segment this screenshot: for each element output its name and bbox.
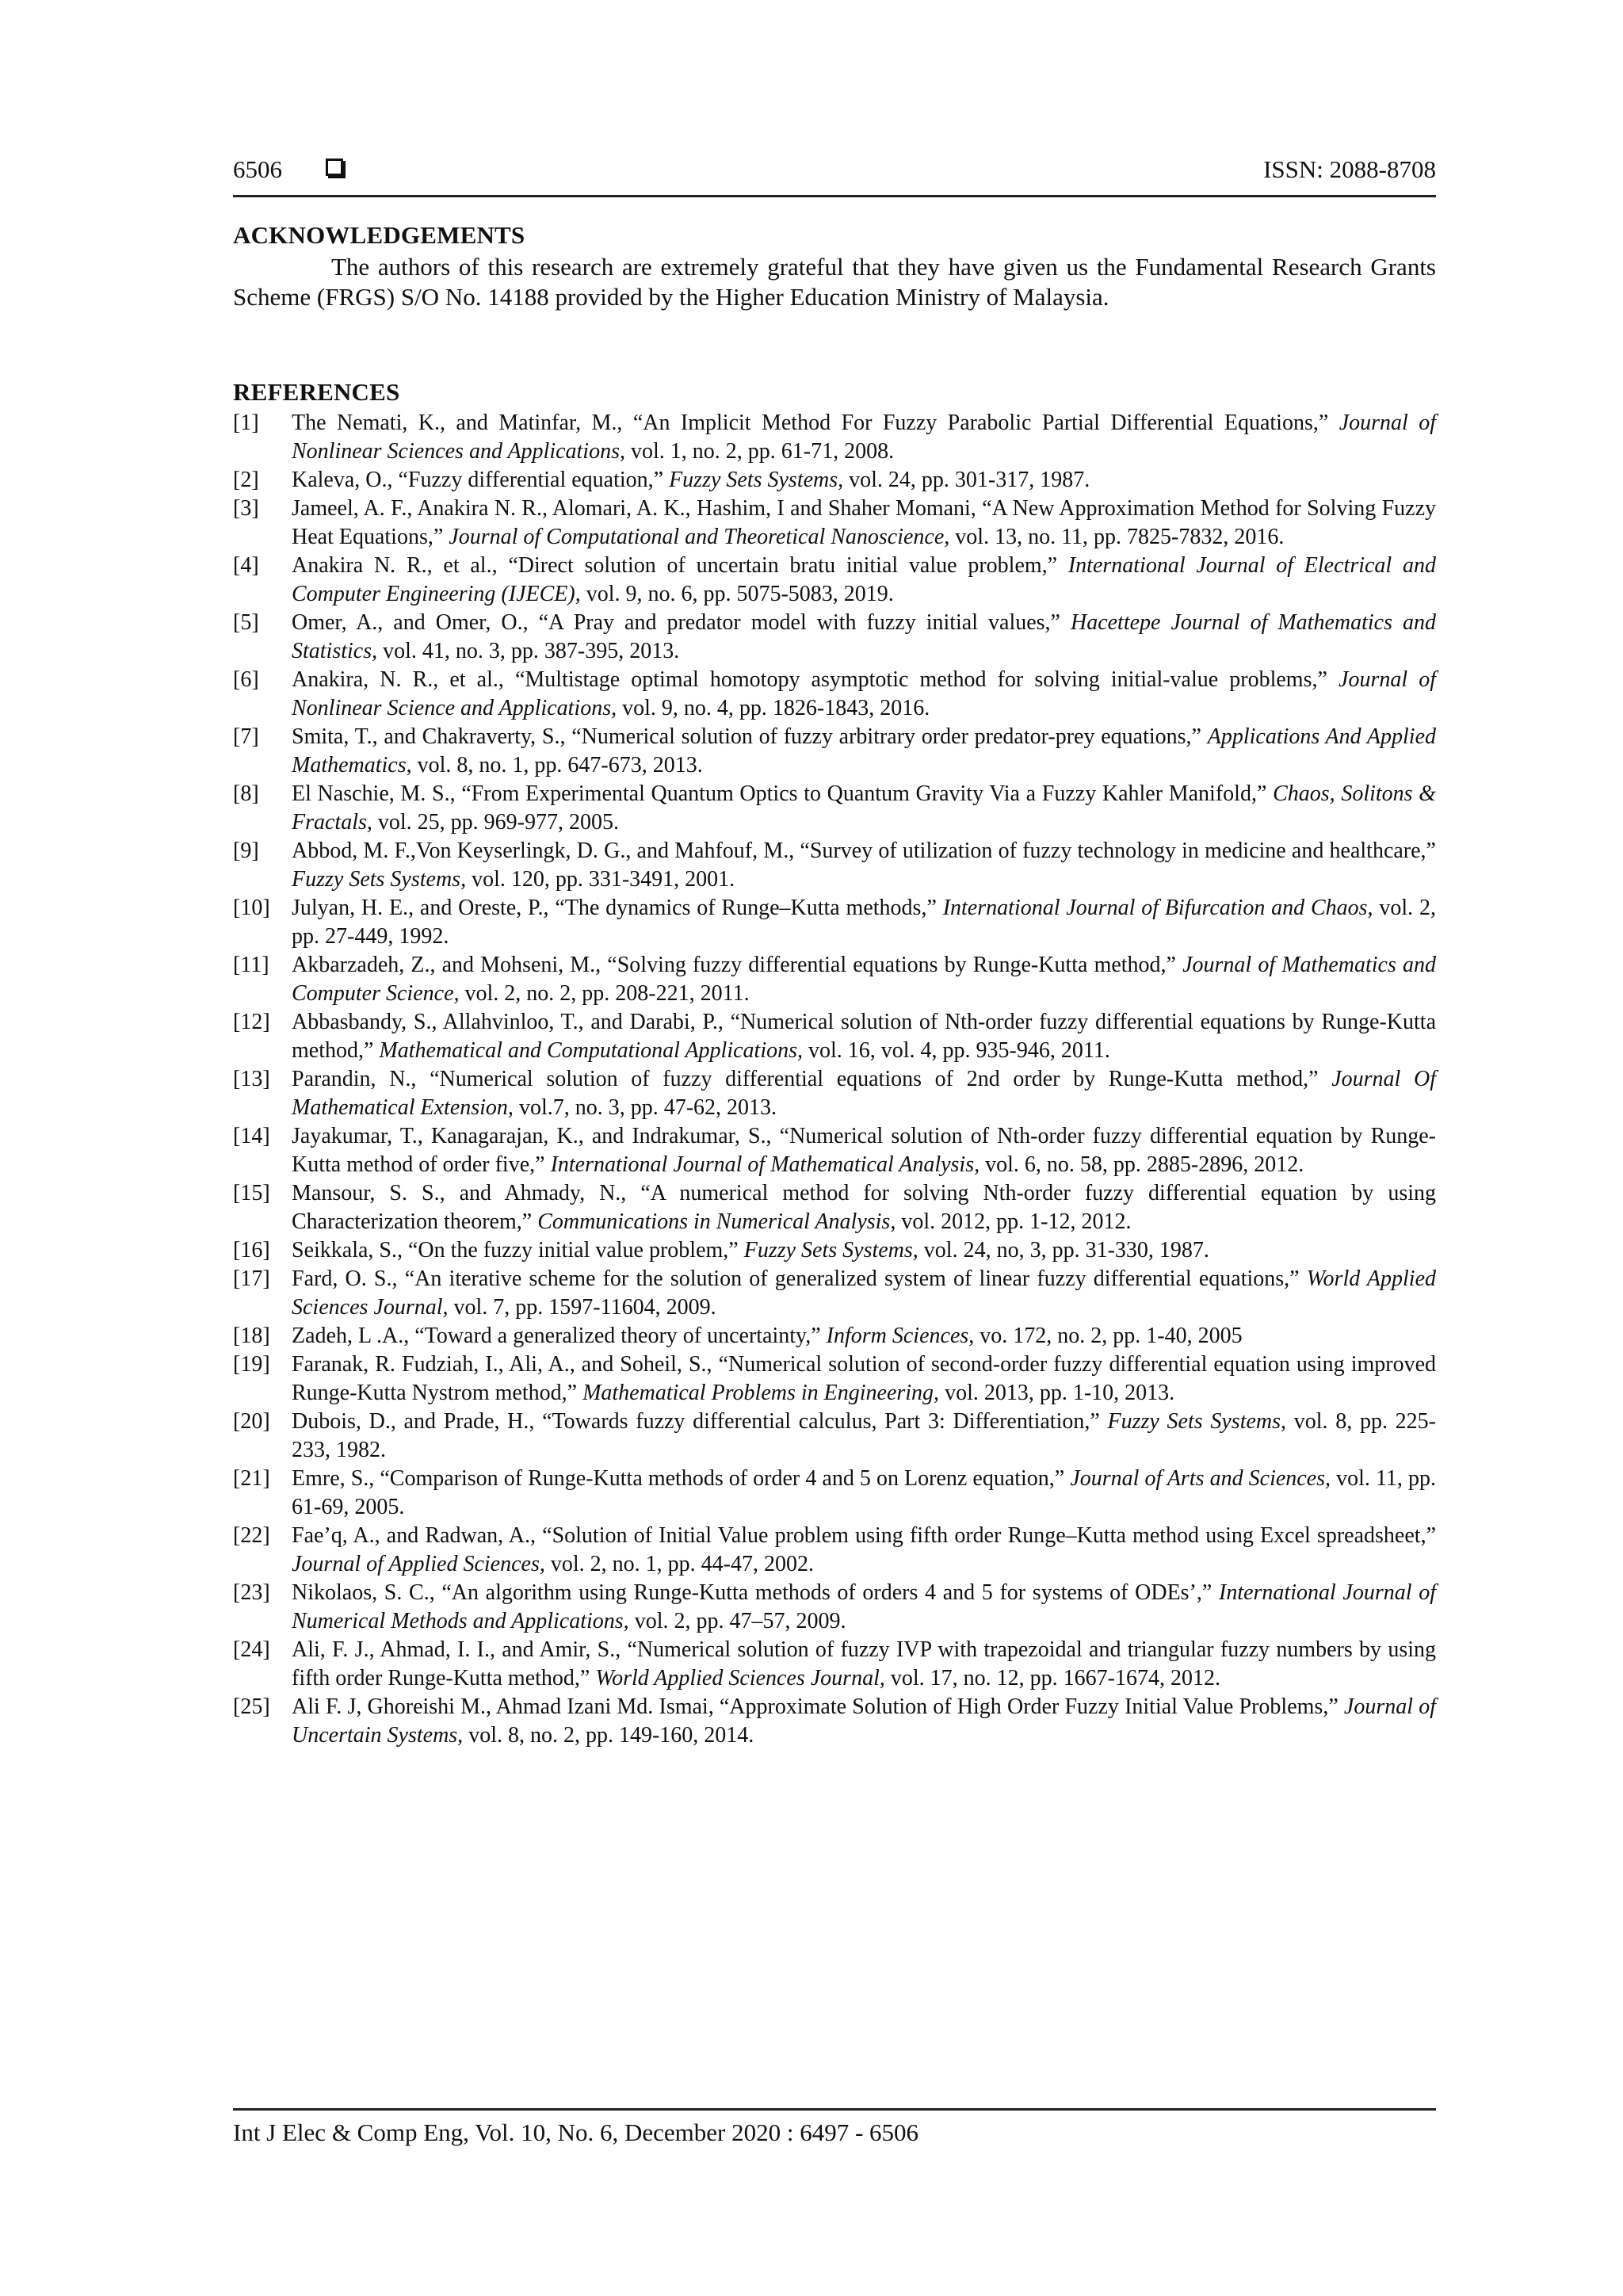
reference-journal: Hacettepe Journal of Mathematics and Statistics, <box>292 610 1436 663</box>
reference-text <box>292 1324 1243 1348</box>
reference-number: [8] <box>233 781 259 806</box>
reference-journal: Journal of Uncertain Systems, <box>292 1694 1436 1748</box>
reference-item <box>233 780 1436 837</box>
reference-item <box>233 1579 1436 1636</box>
reference-journal: Fuzzy Sets Systems, <box>669 468 844 492</box>
reference-text <box>292 1637 1436 1690</box>
reference-text <box>292 1409 1436 1462</box>
reference-text <box>292 1580 1436 1633</box>
reference-details: vol. 8, no. 2, pp. 149-160, 2014. <box>463 1723 754 1748</box>
reference-text <box>292 1694 1436 1748</box>
reference-authors-title: Anakira, N. R., et al., “Multistage optimal homotopy asymptotic method for solving initial-value problems,” <box>292 667 1339 692</box>
reference-number: [15] <box>233 1181 270 1205</box>
reference-item <box>233 894 1436 951</box>
reference-item <box>233 1122 1436 1179</box>
reference-text <box>292 839 1436 892</box>
reference-number: [13] <box>233 1067 270 1091</box>
reference-number: [6] <box>233 667 259 692</box>
reference-authors-title: Smita, T., and Chakraverty, S., “Numerical solution of fuzzy arbitrary order predator-prey equations,” <box>292 724 1208 749</box>
reference-details: vol. 7, pp. 1597-11604, 2009. <box>448 1295 716 1320</box>
reference-number: [7] <box>233 724 259 749</box>
reference-authors-title: Abbod, M. F.,Von Keyserlingk, D. G., and Mahfouf, M., “Survey of utilization of fuzzy technology in medicine and healthcare,” <box>292 839 1436 863</box>
reference-journal: Communications in Numerical Analysis, <box>537 1209 896 1234</box>
reference-text <box>292 1466 1436 1519</box>
reference-text <box>292 1181 1436 1234</box>
reference-authors-title: Emre, S., “Comparison of Runge-Kutta methods of order 4 and 5 on Lorenz equation,” <box>292 1466 1071 1491</box>
reference-item <box>233 1693 1436 1750</box>
reference-details: vol.7, no. 3, pp. 47-62, 2013. <box>513 1095 777 1120</box>
reference-details: vol. 16, vol. 4, pp. 935-946, 2011. <box>803 1038 1110 1063</box>
reference-number: [21] <box>233 1466 270 1491</box>
reference-details: vol. 41, no. 3, pp. 387-395, 2013. <box>377 639 680 663</box>
reference-details: vol. 1, no. 2, pp. 61-71, 2008. <box>624 439 895 464</box>
acknowledgements-text: The authors of this research are extremely grateful that they have given us the Fundamental Research Grants Scheme (FRGS) S/O No. 14188 provided by the Higher Education Ministry of Malaysia. <box>233 253 1436 311</box>
reference-item <box>233 1408 1436 1465</box>
reference-authors-title: Julyan, H. E., and Oreste, P., “The dynamics of Runge–Kutta methods,” <box>292 896 943 920</box>
reference-details: vol. 9, no. 6, pp. 5075-5083, 2019. <box>580 582 894 606</box>
reference-number: [11] <box>233 953 269 977</box>
reference-journal: Inform Sciences, <box>826 1324 975 1348</box>
reference-item <box>233 1236 1436 1265</box>
reference-text <box>292 496 1436 549</box>
reference-details: vol. 17, no. 12, pp. 1667-1674, 2012. <box>884 1666 1220 1690</box>
reference-item <box>233 951 1436 1008</box>
reference-details: vol. 9, no. 4, pp. 1826-1843, 2016. <box>617 696 930 720</box>
reference-number: [18] <box>233 1324 270 1348</box>
page-header <box>233 151 1436 197</box>
reference-item <box>233 1265 1436 1322</box>
reference-text <box>292 1238 1209 1263</box>
reference-item <box>233 1636 1436 1693</box>
reference-item <box>233 409 1436 466</box>
reference-number: [12] <box>233 1010 270 1034</box>
reference-text <box>292 1124 1436 1177</box>
reference-text <box>292 724 1436 777</box>
reference-authors-title: Fae’q, A., and Radwan, A., “Solution of Initial Value problem using fifth order Runge–Kutta method using Excel spreadsheet,” <box>292 1523 1436 1548</box>
reference-authors-title: Jayakumar, T., Kanagarajan, K., and Indrakumar, S., “Numerical solution of Nth-order fuzzy differential equation by Runge-Kutta method of order five,” <box>292 1124 1436 1177</box>
reference-item <box>233 666 1436 723</box>
issn-label: ISSN: 2088-8708 <box>1263 155 1436 183</box>
reference-text <box>292 610 1436 663</box>
reference-text <box>292 896 1436 949</box>
reference-details: vol. 11, pp. 61-69, 2005. <box>292 1466 1436 1519</box>
reference-text <box>292 411 1436 464</box>
reference-authors-title: Anakira N. R., et al., “Direct solution of uncertain bratu initial value problem,” <box>292 553 1068 578</box>
reference-number: [24] <box>233 1637 270 1662</box>
reference-item <box>233 609 1436 666</box>
reference-item <box>233 1008 1436 1065</box>
reference-list <box>233 409 1436 1750</box>
reference-journal: Journal of Computational and Theoretical Nanoscience, <box>449 525 950 549</box>
references-heading: REFERENCES <box>233 378 400 406</box>
reference-item <box>233 466 1436 495</box>
reference-authors-title: Ali, F. J., Ahmad, I. I., and Amir, S., “Numerical solution of fuzzy IVP with trapezoidal and triangular fuzzy numbers by using fifth order Runge-Kutta method,” <box>292 1637 1436 1690</box>
reference-journal: Journal of Applied Sciences, <box>292 1552 545 1576</box>
reference-journal: International Journal of Numerical Methods and Applications, <box>292 1580 1436 1633</box>
checkbox-square-icon <box>326 159 343 176</box>
reference-number: [2] <box>233 468 259 492</box>
reference-text <box>292 781 1436 835</box>
reference-authors-title: Faranak, R. Fudziah, I., Ali, A., and Soheil, S., “Numerical solution of second-order fuzzy differential equation using improved Runge-Kutta Nystrom method,” <box>292 1352 1436 1405</box>
reference-journal: Journal of Arts and Sciences, <box>1070 1466 1331 1491</box>
reference-text <box>292 953 1436 1006</box>
reference-journal: Fuzzy Sets Systems, <box>1107 1409 1287 1434</box>
reference-authors-title: Kaleva, O., “Fuzzy differential equation,” <box>292 468 670 492</box>
reference-item <box>233 495 1436 552</box>
reference-item <box>233 1465 1436 1522</box>
reference-authors-title: Dubois, D., and Prade, H., “Towards fuzzy differential calculus, Part 3: Differentiation,” <box>292 1409 1108 1434</box>
reference-item <box>233 1350 1436 1408</box>
reference-details: vol. 24, no, 3, pp. 31-330, 1987. <box>918 1238 1209 1263</box>
reference-text <box>292 468 1090 492</box>
reference-authors-title: Seikkala, S., “On the fuzzy initial value problem,” <box>292 1238 744 1263</box>
reference-text <box>292 1067 1436 1120</box>
reference-item <box>233 552 1436 609</box>
page-number: 6506 <box>233 155 282 183</box>
reference-journal: International Journal of Mathematical Analysis, <box>550 1152 980 1177</box>
reference-authors-title: Omer, A., and Omer, O., “A Pray and predator model with fuzzy initial values,” <box>292 610 1071 635</box>
reference-item <box>233 723 1436 780</box>
reference-authors-title: Jameel, A. F., Anakira N. R., Alomari, A. K., Hashim, I and Shaher Momani, “A New Approximation Method for Solving Fuzzy Heat Equations,” <box>292 496 1436 549</box>
page-footer <box>233 2108 1436 2147</box>
reference-details: vo. 172, no. 2, pp. 1-40, 2005 <box>974 1324 1243 1348</box>
reference-authors-title: Nikolaos, S. C., “An algorithm using Runge-Kutta methods of orders 4 and 5 for systems of ODEs’,” <box>292 1580 1219 1605</box>
reference-number: [10] <box>233 896 270 920</box>
reference-journal: Journal Of Mathematical Extension, <box>292 1067 1437 1120</box>
reference-number: [1] <box>233 411 259 435</box>
reference-journal: Fuzzy Sets Systems, <box>743 1238 918 1263</box>
reference-authors-title: Akbarzadeh, Z., and Mohseni, M., “Solving fuzzy differential equations by Runge-Kutta method,” <box>292 953 1183 977</box>
reference-number: [14] <box>233 1124 270 1148</box>
reference-journal: International Journal of Electrical and Computer Engineering (IJECE), <box>292 553 1436 606</box>
reference-number: [16] <box>233 1238 270 1263</box>
reference-number: [9] <box>233 839 259 863</box>
reference-text <box>292 553 1436 606</box>
reference-number: [3] <box>233 496 259 521</box>
reference-authors-title: Zadeh, L .A., “Toward a generalized theory of uncertainty,” <box>292 1324 827 1348</box>
reference-number: [17] <box>233 1266 270 1291</box>
reference-details: vol. 2012, pp. 1-12, 2012. <box>896 1209 1132 1234</box>
reference-authors-title: The Nemati, K., and Matinfar, M., “An Implicit Method For Fuzzy Parabolic Partial Differential Equations,” <box>292 411 1339 435</box>
reference-journal: Mathematical Problems in Engineering, <box>582 1381 940 1405</box>
reference-journal: World Applied Sciences Journal, <box>595 1666 885 1690</box>
reference-authors-title: Parandin, N., “Numerical solution of fuzzy differential equations of 2nd order by Runge-Kutta method,” <box>292 1067 1332 1091</box>
reference-details: , vol. 8, no. 1, pp. 647-673, 2013. <box>406 753 703 777</box>
footer-citation: Int J Elec & Comp Eng, Vol. 10, No. 6, December 2020 : 6497 - 6506 <box>233 2118 919 2146</box>
reference-text <box>292 667 1436 720</box>
reference-journal: Fuzzy Sets Systems, <box>292 867 467 892</box>
reference-journal: Journal of Nonlinear Science and Applications, <box>292 667 1436 720</box>
reference-details: vol. 8, pp. 225-233, 1982. <box>292 1409 1436 1462</box>
reference-journal: Applications And Applied Mathematics <box>292 724 1436 777</box>
reference-journal: Chaos, Solitons & Fractals, <box>292 781 1437 835</box>
reference-details: vol. 6, no. 58, pp. 2885-2896, 2012. <box>980 1152 1304 1177</box>
reference-details: vol. 13, no. 11, pp. 7825-7832, 2016. <box>949 525 1285 549</box>
reference-details: vol. 2, pp. 47–57, 2009. <box>628 1609 846 1633</box>
reference-text <box>292 1010 1436 1063</box>
reference-journal: Journal of Mathematics and Computer Science, <box>292 953 1436 1006</box>
reference-number: [4] <box>233 553 259 578</box>
reference-number: [19] <box>233 1352 270 1377</box>
reference-journal: Journal of Nonlinear Sciences and Applications, <box>292 411 1436 464</box>
reference-journal: International Journal of Bifurcation and Chaos, <box>942 896 1373 920</box>
reference-number: [5] <box>233 610 259 635</box>
acknowledgements-heading: ACKNOWLEDGEMENTS <box>233 221 525 249</box>
reference-details: vol. 24, pp. 301-317, 1987. <box>843 468 1090 492</box>
reference-details: vol. 25, pp. 969-977, 2005. <box>372 810 619 835</box>
reference-text <box>292 1266 1436 1320</box>
reference-text <box>292 1523 1436 1576</box>
reference-number: [22] <box>233 1523 270 1548</box>
reference-text <box>292 1352 1436 1405</box>
reference-number: [23] <box>233 1580 270 1605</box>
reference-details: vol. 2, no. 1, pp. 44-47, 2002. <box>544 1552 814 1576</box>
reference-authors-title: El Naschie, M. S., “From Experimental Quantum Optics to Quantum Gravity Via a Fuzzy Kahler Manifold,” <box>292 781 1274 806</box>
reference-item <box>233 1065 1436 1122</box>
reference-authors-title: Fard, O. S., “An iterative scheme for the solution of generalized system of linear fuzzy differential equations,” <box>292 1266 1307 1291</box>
reference-details: vol. 120, pp. 331-3491, 2001. <box>466 867 735 892</box>
reference-item <box>233 1322 1436 1350</box>
reference-journal: World Applied Sciences Journal, <box>292 1266 1437 1320</box>
reference-number: [20] <box>233 1409 270 1434</box>
reference-details: vol. 2013, pp. 1-10, 2013. <box>939 1381 1175 1405</box>
reference-authors-title: Abbasbandy, S., Allahvinloo, T., and Darabi, P., “Numerical solution of Nth-order fuzzy differential equations by Runge-Kutta method,” <box>292 1010 1436 1063</box>
reference-details: vol. 2, no. 2, pp. 208-221, 2011. <box>459 981 750 1006</box>
reference-details: vol. 2, pp. 27-449, 1992. <box>292 896 1436 949</box>
reference-authors-title: Mansour, S. S., and Ahmady, N., “A numerical method for solving Nth-order fuzzy differential equation by using Characterization theorem,” <box>292 1181 1436 1234</box>
reference-journal: Mathematical and Computational Applications, <box>379 1038 803 1063</box>
reference-authors-title: Ali F. J, Ghoreishi M., Ahmad Izani Md. Ismai, “Approximate Solution of High Order Fuzzy Initial Value Problems,” <box>292 1694 1344 1719</box>
reference-number: [25] <box>233 1694 270 1719</box>
reference-item <box>233 1179 1436 1236</box>
reference-item <box>233 837 1436 894</box>
reference-item <box>233 1522 1436 1579</box>
